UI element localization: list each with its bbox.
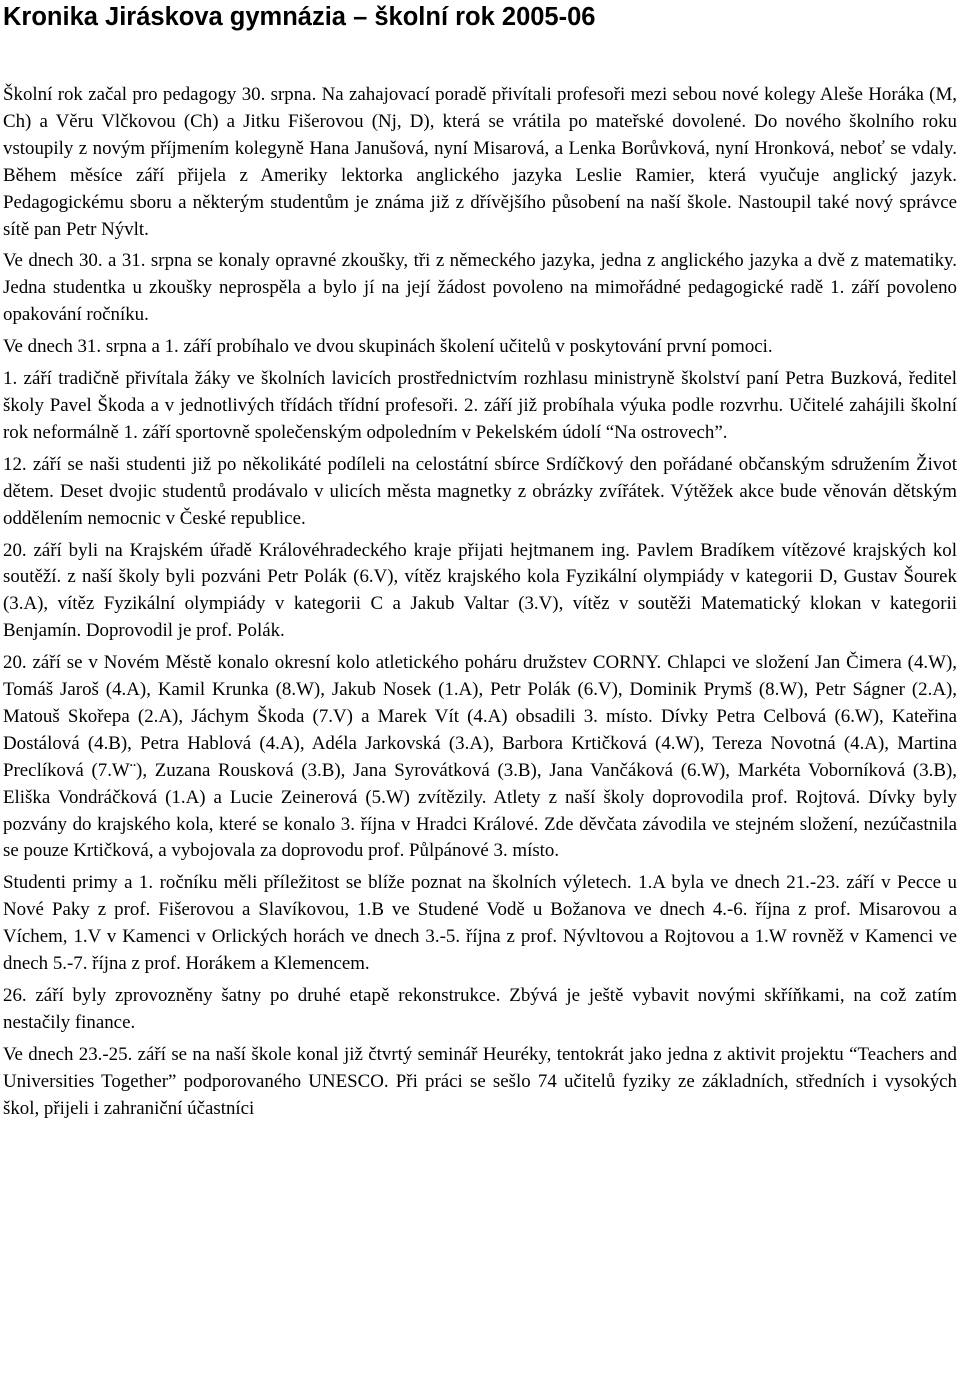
paragraph-school-year-start: 1. září tradičně přivítala žáky ve školních lavicích prostřednictvím rozhlasu ministryně školství paní Petra Buzková, ředitel školy Pavel Škoda a v jednotlivých třídách třídní profesoři. 2. září již probíhala výuka podle rozvrhu. Učitelé zahájili školní rok neformálně 1. září sportovně společenským odpoledním v Pekelském údolí “Na ostrovech”. [3, 368, 957, 443]
paragraph-school-trips: Studenti primy a 1. ročníku měli příležitost se blíže poznat na školních výletech. 1.A byla ve dnech 21.-23. září v Pecce u Nové Paky z prof. Fišerovou a Slavíkovou, 1.B ve Studené Vodě u Božanova ve dnech 4.-6. října z prof. Misarovou a Víchem, 1.V v Kamenci v Orlických horách ve dnech 3.-5. října z prof. Nývltovou a Rojtovou a 1.W rovněž v Kamenci ve dnech 5.-7. října z prof. Horákem a Klemencem. [3, 872, 957, 975]
document-page [3, 0, 957, 1123]
paragraph-retake-exams: Ve dnech 30. a 31. srpna se konaly opravné zkoušky, tři z německého jazyka, jedna z anglického jazyka a dvě z matematiky. Jedna studentka u zkoušky neprospěla a bylo jí na její žádost povoleno na mimořádné pedagogické radě 1. září povoleno opakování ročníku. [3, 250, 957, 326]
document-title: Kronika Jiráskova gymnázia – školní rok 2005-06 [3, 3, 596, 31]
paragraph-heureka-seminar: Ve dnech 23.-25. září se na naší škole konal již čtvrtý seminář Heuréky, tentokrát jako jedna z aktivit projektu “Teachers and Universities Together” podporovaného UNESCO. Při práci se sešlo 74 učitelů fyziky ze základních, středních i vysokých škol, přijeli i zahraniční účastníci [3, 1043, 957, 1119]
paragraph-first-aid-training: Ve dnech 31. srpna a 1. září probíhalo ve dvou skupinách školení učitelů v poskytování první pomoci. [3, 336, 773, 358]
paragraph-athletics-cup: 20. září se v Novém Městě konalo okresní kolo atletického poháru družstev CORNY. Chlapci ve složení Jan Čimera (4.W), Tomáš Jaroš (4.A), Kamil Krunka (8.W), Jakub Nosek (1.A), Petr Polák (6.V), Dominik Prymš (8.W), Petr Ságner (2.A), Matouš Skořepa (2.A), Jáchym Škoda (7.V) a Marek Vít (4.A) obsadili 3. místo. Dívky Petra Celbová (6.W), Kateřina Dostálová (4.B), Petra Hablová (4.A), Adéla Jarkovská (3.A), Barbora Krtičková (4.W), Tereza Novotná (4.A), Martina Preclíková (7.W¨), Zuzana Rousková (3.B), Jana Syrovátková (3.B), Jana Vančáková (6.W), Markéta Voborníková (3.B), Eliška Vondráčková (1.A) a Lucie Zeinerová (5.W) zvítězily. Atlety z naší školy doprovodila prof. Rojtová. Dívky byly pozvány do krajského kola, které se konalo 3. října v Hradci Králové. Zde děvčata závodila ve stejném složení, nezúčastnila se pouze Krtičková, a vybojovala za doprovodu prof. Půlpánové 3. místo. [3, 652, 957, 862]
paragraph-staff-changes: Školní rok začal pro pedagogy 30. srpna. Na zahajovací poradě přivítali profesoři mezi sebou nové kolegy Aleše Horáka (M, Ch) a Věru Vlčkovou (Ch) a Jitku Fišerovou (Nj, D), která se vrátila po mateřské dovolené. Do nového školního roku vstoupily z novým příjmením kolegyně Hana Janušová, nyní Misarová, a Lenka Borůvková, nyní Hronková, neboť se vdaly. Během měsíce září přijela z Ameriky lektorka anglického jazyka Leslie Ramier, která vyučuje anglický jazyk. Pedagogickému sboru a některým studentům je známa již z dřívějšího působení na naší škole. Nastoupil také nový správce sítě pan Petr Nývlt. [3, 84, 957, 240]
paragraph-charity-collection: 12. září se naši studenti již po několikáté podíleli na celostátní sbírce Srdíčkový den pořádané občanským sdružením Život dětem. Deset dvojic studentů prodávalo v ulicích města magnetky z obrázky zvířátek. Výtěžek akce bude věnován dětským oddělením nemocnic v České republice. [3, 453, 957, 529]
document-body [3, 82, 957, 1123]
paragraph-regional-winners: 20. září byli na Krajském úřadě Královéhradeckého kraje přijati hejtmanem ing. Pavlem Bradíkem vítězové krajských kol soutěží. z naší školy byli pozváni Petr Polák (6.V), vítěz krajského kola Fyzikální olympiády v kategorii D, Gustav Šourek (3.A), vítěz Fyzikální olympiády v kategorii C a Jakub Valtar (3.V), vítěz v soutěži Matematický klokan v kategorii Benjamín. Doprovodil je prof. Polák. [3, 539, 957, 642]
paragraph-cloakroom-reconstruction: 26. září byly zprovozněny šatny po druhé etapě rekonstrukce. Zbývá je ještě vybavit novými skříňkami, na což zatím nestačily finance. [3, 985, 957, 1033]
